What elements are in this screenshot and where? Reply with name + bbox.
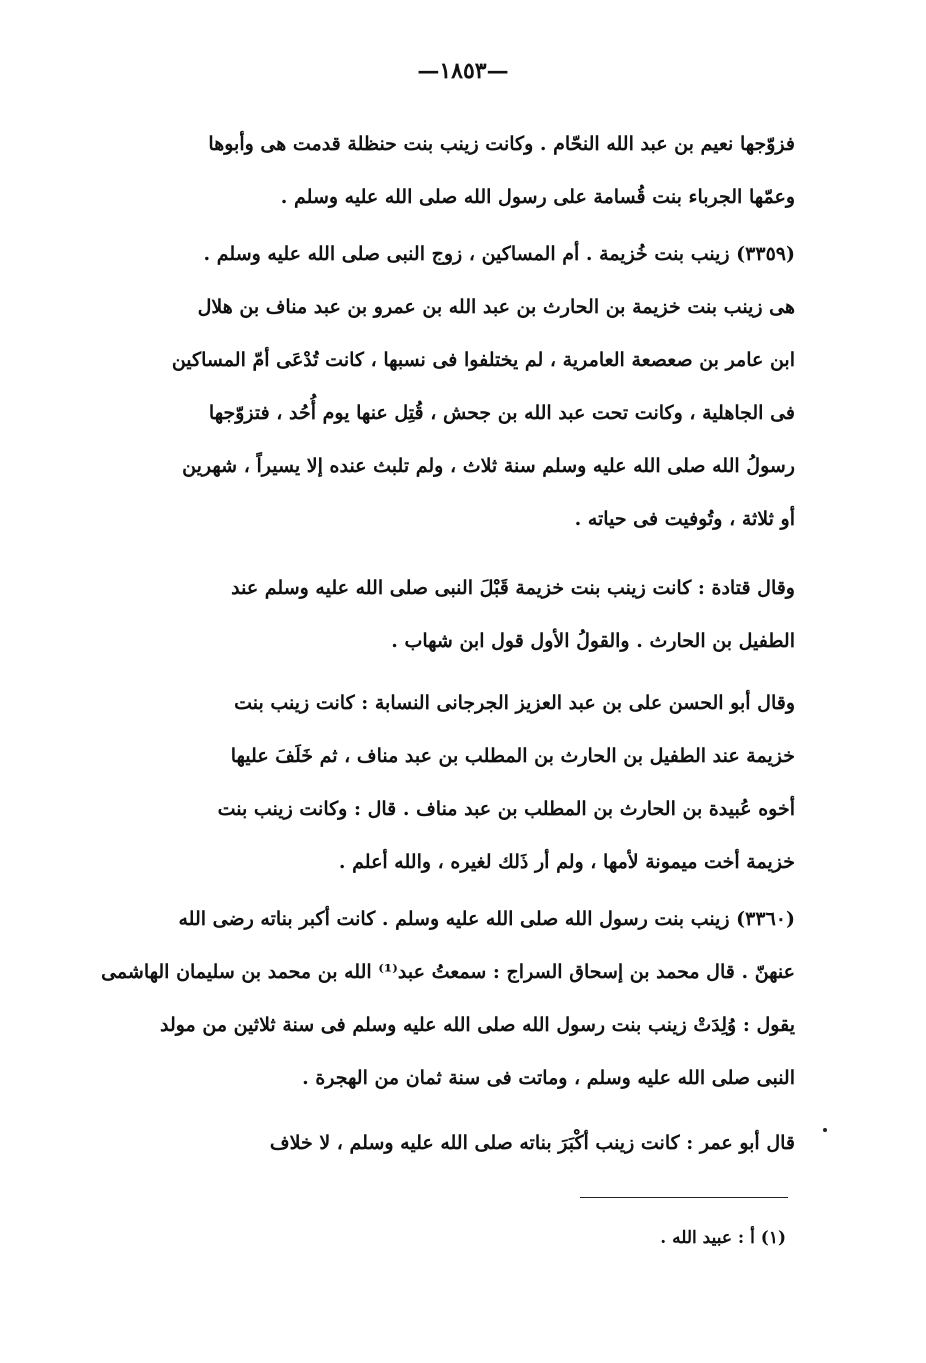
paragraph-abu-umar	[135, 1117, 795, 1170]
text-line: خزيمة عند الطفيل بن الحارث بن المطلب بن عبد مناف ، ثم خَلَفَ عليها	[230, 745, 795, 767]
text-line: النبى صلى الله عليه وسلم ، وماتت فى سنة ثمان من الهجرة .	[302, 1067, 795, 1089]
text-line: وقال أبو الحسن على بن عبد العزيز الجرجانى النسابة : كانت زينب بنت	[234, 692, 795, 714]
entry-3360	[101, 893, 795, 1105]
paragraph-1	[135, 118, 795, 224]
text-line: خزيمة أخت ميمونة لأمها ، ولم أر ذَلك لغيره ، والله أعلم .	[338, 851, 795, 873]
text-line: عنهنّ . قال محمد بن إسحاق السراج : سمعتُ عبد⁽¹⁾ الله بن محمد بن سليمان الهاشمى	[101, 961, 795, 983]
entry-3359	[135, 228, 795, 546]
text-line: أو ثلاثة ، وتُوفيت فى حياته .	[574, 508, 795, 530]
text-line: ابن عامر بن صعصعة العامرية ، لم يختلفوا فى نسبها ، كانت تُدْعَى أمّ المساكين	[171, 349, 795, 371]
text-line: رسولُ الله صلى الله عليه وسلم سنة ثلاث ، ولم تلبث عنده إلا يسيراً ، شهرين	[182, 455, 795, 477]
text-line: وعمّها الجرباء بنت قُسامة على رسول الله صلى الله عليه وسلم .	[280, 186, 795, 208]
paragraph-jurjani	[135, 677, 795, 889]
text-line: الطفيل بن الحارث . والقولُ الأول قول ابن شهاب .	[391, 630, 795, 652]
text-line: أخوه عُبيدة بن الحارث بن المطلب بن عبد مناف . قال : وكانت زينب بنت	[217, 798, 795, 820]
text-line: فى الجاهلية ، وكانت تحت عبد الله بن جحش ، قُتِل عنها يوم أُحُد ، فتزوّجها	[208, 402, 795, 424]
text-line: (٣٣٦٠) زينب بنت رسول الله صلى الله عليه وسلم . كانت أكبر بناته رضى الله	[178, 908, 795, 930]
paragraph-qatada	[135, 562, 795, 668]
text-line: قال أبو عمر : كانت زينب أكْبَرَ بناته صلى الله عليه وسلم ، لا خلاف	[269, 1132, 795, 1154]
text-line: فزوّجها نعيم بن عبد الله النحّام . وكانت زينب بنت حنظلة قدمت هى وأبوها	[208, 133, 795, 155]
text-line: وقال قتادة : كانت زينب بنت خزيمة قَبْلَ النبى صلى الله عليه وسلم عند	[231, 577, 795, 599]
footnote: (١) أ : عبيد الله .	[660, 1228, 786, 1248]
page-number: —١٨٥٣—	[417, 58, 509, 84]
footnote-divider	[580, 1197, 788, 1198]
text-line: هى زينب بنت خزيمة بن الحارث بن عبد الله بن عمرو بن عبد مناف بن هلال	[197, 296, 795, 318]
text-line: (٣٣٥٩) زينب بنت خُزيمة . أم المساكين ، زوج النبى صلى الله عليه وسلم .	[203, 243, 795, 265]
text-line: يقول : وُلِدَتْ زينب بنت رسول الله صلى الله عليه وسلم فى سنة ثلاثين من مولد	[159, 1014, 795, 1036]
print-speck	[823, 1128, 827, 1132]
